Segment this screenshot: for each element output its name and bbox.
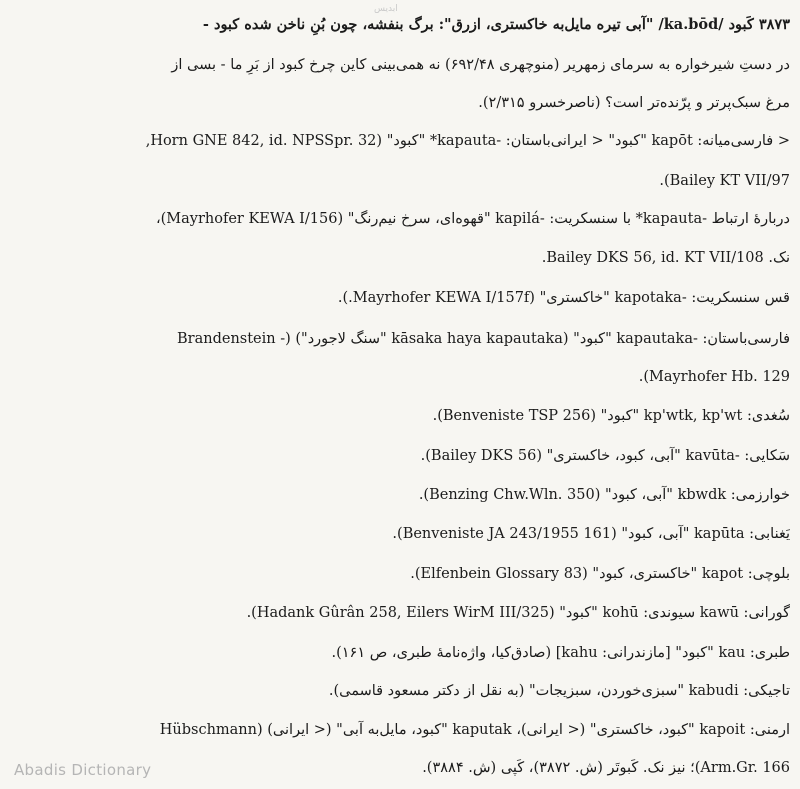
text-line: گورانی: kawū سیوندی: kohū "کبود" (Hadank Gûrân 258, Eilers WirM III/325). xyxy=(246,605,790,621)
text-line: مرغ سبک‌پرتر و پرّنده‌تر است؟ (ناصرخسرو ۲/۳۱۵). xyxy=(478,95,790,111)
text-line: سَکایی: -kavūta "آبی، کبود، خاکستری" (Bailey DKS 56). xyxy=(420,448,790,464)
faint-logo: ابدیس xyxy=(374,4,398,14)
watermark: Abadis Dictionary xyxy=(14,761,152,779)
text-line: دربارهٔ ارتباط -kapauta* با سنسکریت: -kapilá "قهوه‌ای، سرخ نیم‌رنگ" (Mayrhofer KEWA I/156)، xyxy=(155,211,790,227)
text-line: نک. Bailey DKS 56, id. KT VII/108. xyxy=(541,250,790,266)
text-line: طبری: kau "کبود" [مازندرانی: kahu] (صادق‌کیا، واژه‌نامهٔ طبری، ص ۱۶۱). xyxy=(331,645,790,661)
text-line: در دستِ شیرخواره به سرمای زمهریر (منوچهری ۶۹۲/۴۸) نه همی‌بینی کاین چرخ کبود از بَرِ ما - بسی از xyxy=(171,57,790,73)
text-line: < فارسی‌میانه: kapōt "کبود" < ایرانی‌باستان: -kapauta* "کبود" (Horn GNE 842, id. NPSSpr. 32, xyxy=(145,133,790,149)
text-line: قس سنسکریت: -kapotaka "خاکستری" (Mayrhofer KEWA I/157f.). xyxy=(337,290,790,306)
text-line: Mayrhofer Hb. 129). xyxy=(638,369,790,385)
text-line: تاجیکی: kabudi "سبزی‌خوردن، سبزیجات" (به نقل از دکتر مسعود قاسمی). xyxy=(328,683,790,699)
text-line: Bailey KT VII/97). xyxy=(659,173,790,189)
text-line: Arm.Gr. 166)؛ نیز نک. کَبوتَر (ش. ۳۸۷۲)، کَپی (ش. ۳۸۸۴). xyxy=(422,760,790,776)
entry-headword-line: ۳۸۷۳ کَبود /ka.bōd/ "آبی تیره مایل‌به خاکستری، ازرق": برگ بنفشه، چون بُنِ ناخن شده کبود - xyxy=(202,16,790,33)
text-line: خوارزمی: kbwdk "آبی، کبود" (Benzing Chw.Wln. 350). xyxy=(418,487,790,503)
text-line: فارسی‌باستان: -kapautaka "کبود" (kāsaka haya kapautaka "سنگ لاجورد") (- Brandenstein xyxy=(177,331,790,347)
text-line: یَغنابی: kapūta "آبی، کبود" (Benveniste JA 243/1955 161). xyxy=(392,526,790,542)
text-line: ارمنی: kapoit "کبود، خاکستری" (< ایرانی)، kaputak "کبود، مایل‌به آبی" (< ایرانی) (Hübschmann xyxy=(159,722,790,738)
text-line: سُغدی: kp'wtk, kp'wt "کبود" (Benveniste TSP 256). xyxy=(432,408,790,424)
text-line: بلوچی: kapot "خاکستری، کبود" (Elfenbein Glossary 83). xyxy=(410,566,790,582)
